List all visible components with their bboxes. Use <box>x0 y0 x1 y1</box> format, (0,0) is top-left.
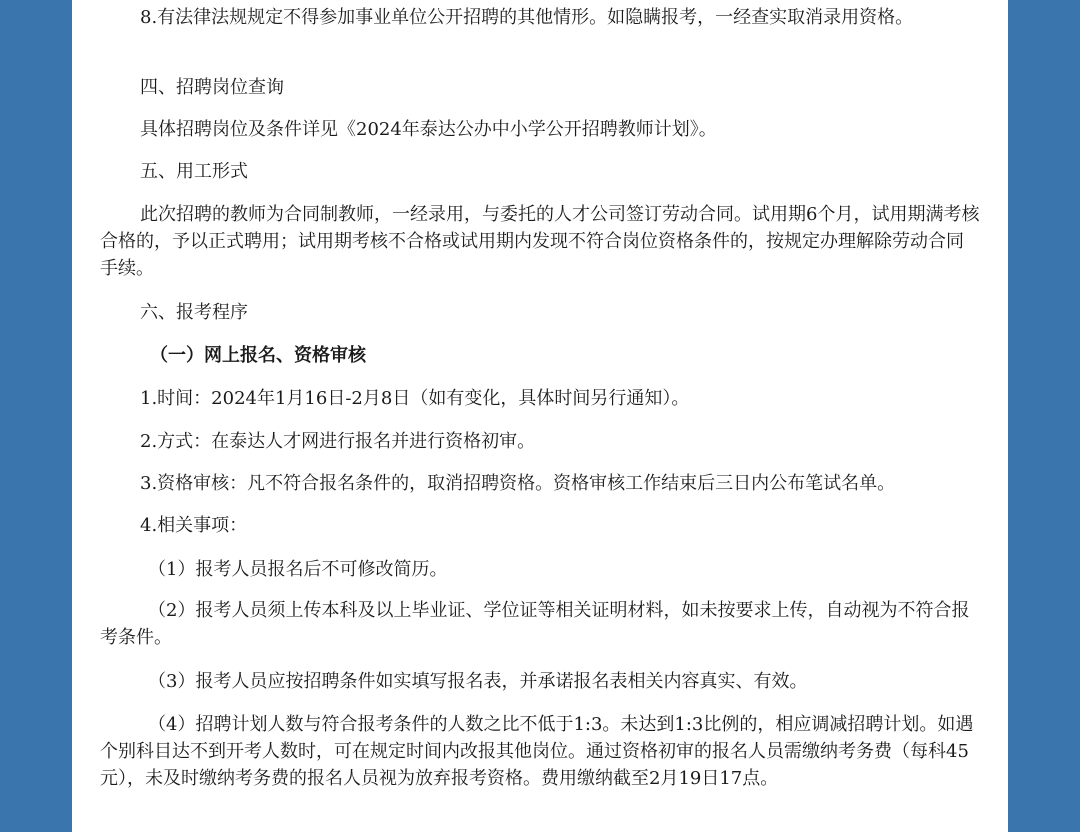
paragraph-registration-method: 2.方式：在泰达人才网进行报名并进行资格初审。 <box>140 431 536 452</box>
paragraph-registration-time: 1.时间：2024年1月16日-2月8日（如有变化，具体时间另行通知）。 <box>140 388 690 409</box>
paragraph-related-matters: 4.相关事项： <box>140 515 248 536</box>
subsection-heading-online-registration: （一）网上报名、资格审核 <box>150 345 366 366</box>
paragraph-disqualification-clause: 8.有法律法规规定不得参加事业单位公开招聘的其他情形。如隐瞒报考，一经查实取消录用资格。 <box>140 7 914 28</box>
section-heading-application-procedure: 六、报考程序 <box>140 302 248 323</box>
paragraph-item-3: （3）报考人员应按招聘条件如实填写报名表，并承诺报名表相关内容真实、有效。 <box>148 671 808 692</box>
section-heading-position-query: 四、招聘岗位查询 <box>140 77 284 98</box>
paragraph-item-1: （1）报考人员报名后不可修改简历。 <box>148 559 448 580</box>
paragraph-qualification-review: 3.资格审核：凡不符合报名条件的，取消招聘资格。资格审核工作结束后三日内公布笔试名单。 <box>140 473 896 494</box>
document-page <box>72 0 1008 832</box>
paragraph-item-4: （4）招聘计划人数与符合报考条件的人数之比不低于1:3。未达到1:3比例的，相应调减招聘计划。如遇个别科目达不到开考人数时，可在规定时间内改报其他岗位。通过资格初审的报名人员需缴纳考务费（每科45元），未及时缴纳考务费的报名人员视为放弃报考资格。费用缴纳截至2月19日17点。 <box>100 714 974 789</box>
paragraph-position-details: 具体招聘岗位及条件详见《2024年泰达公办中小学公开招聘教师计划》。 <box>140 119 717 140</box>
paragraph-item-2: （2）报考人员须上传本科及以上毕业证、学位证等相关证明材料，如未按要求上传，自动视为不符合报考条件。 <box>100 600 970 648</box>
section-heading-employment-form: 五、用工形式 <box>140 161 248 182</box>
paragraph-employment-contract: 此次招聘的教师为合同制教师，一经录用，与委托的人才公司签订劳动合同。试用期6个月，试用期满考核合格的，予以正式聘用；试用期考核不合格或试用期内发现不符合岗位资格条件的，按规定办理解除劳动合同手续。 <box>100 204 980 279</box>
